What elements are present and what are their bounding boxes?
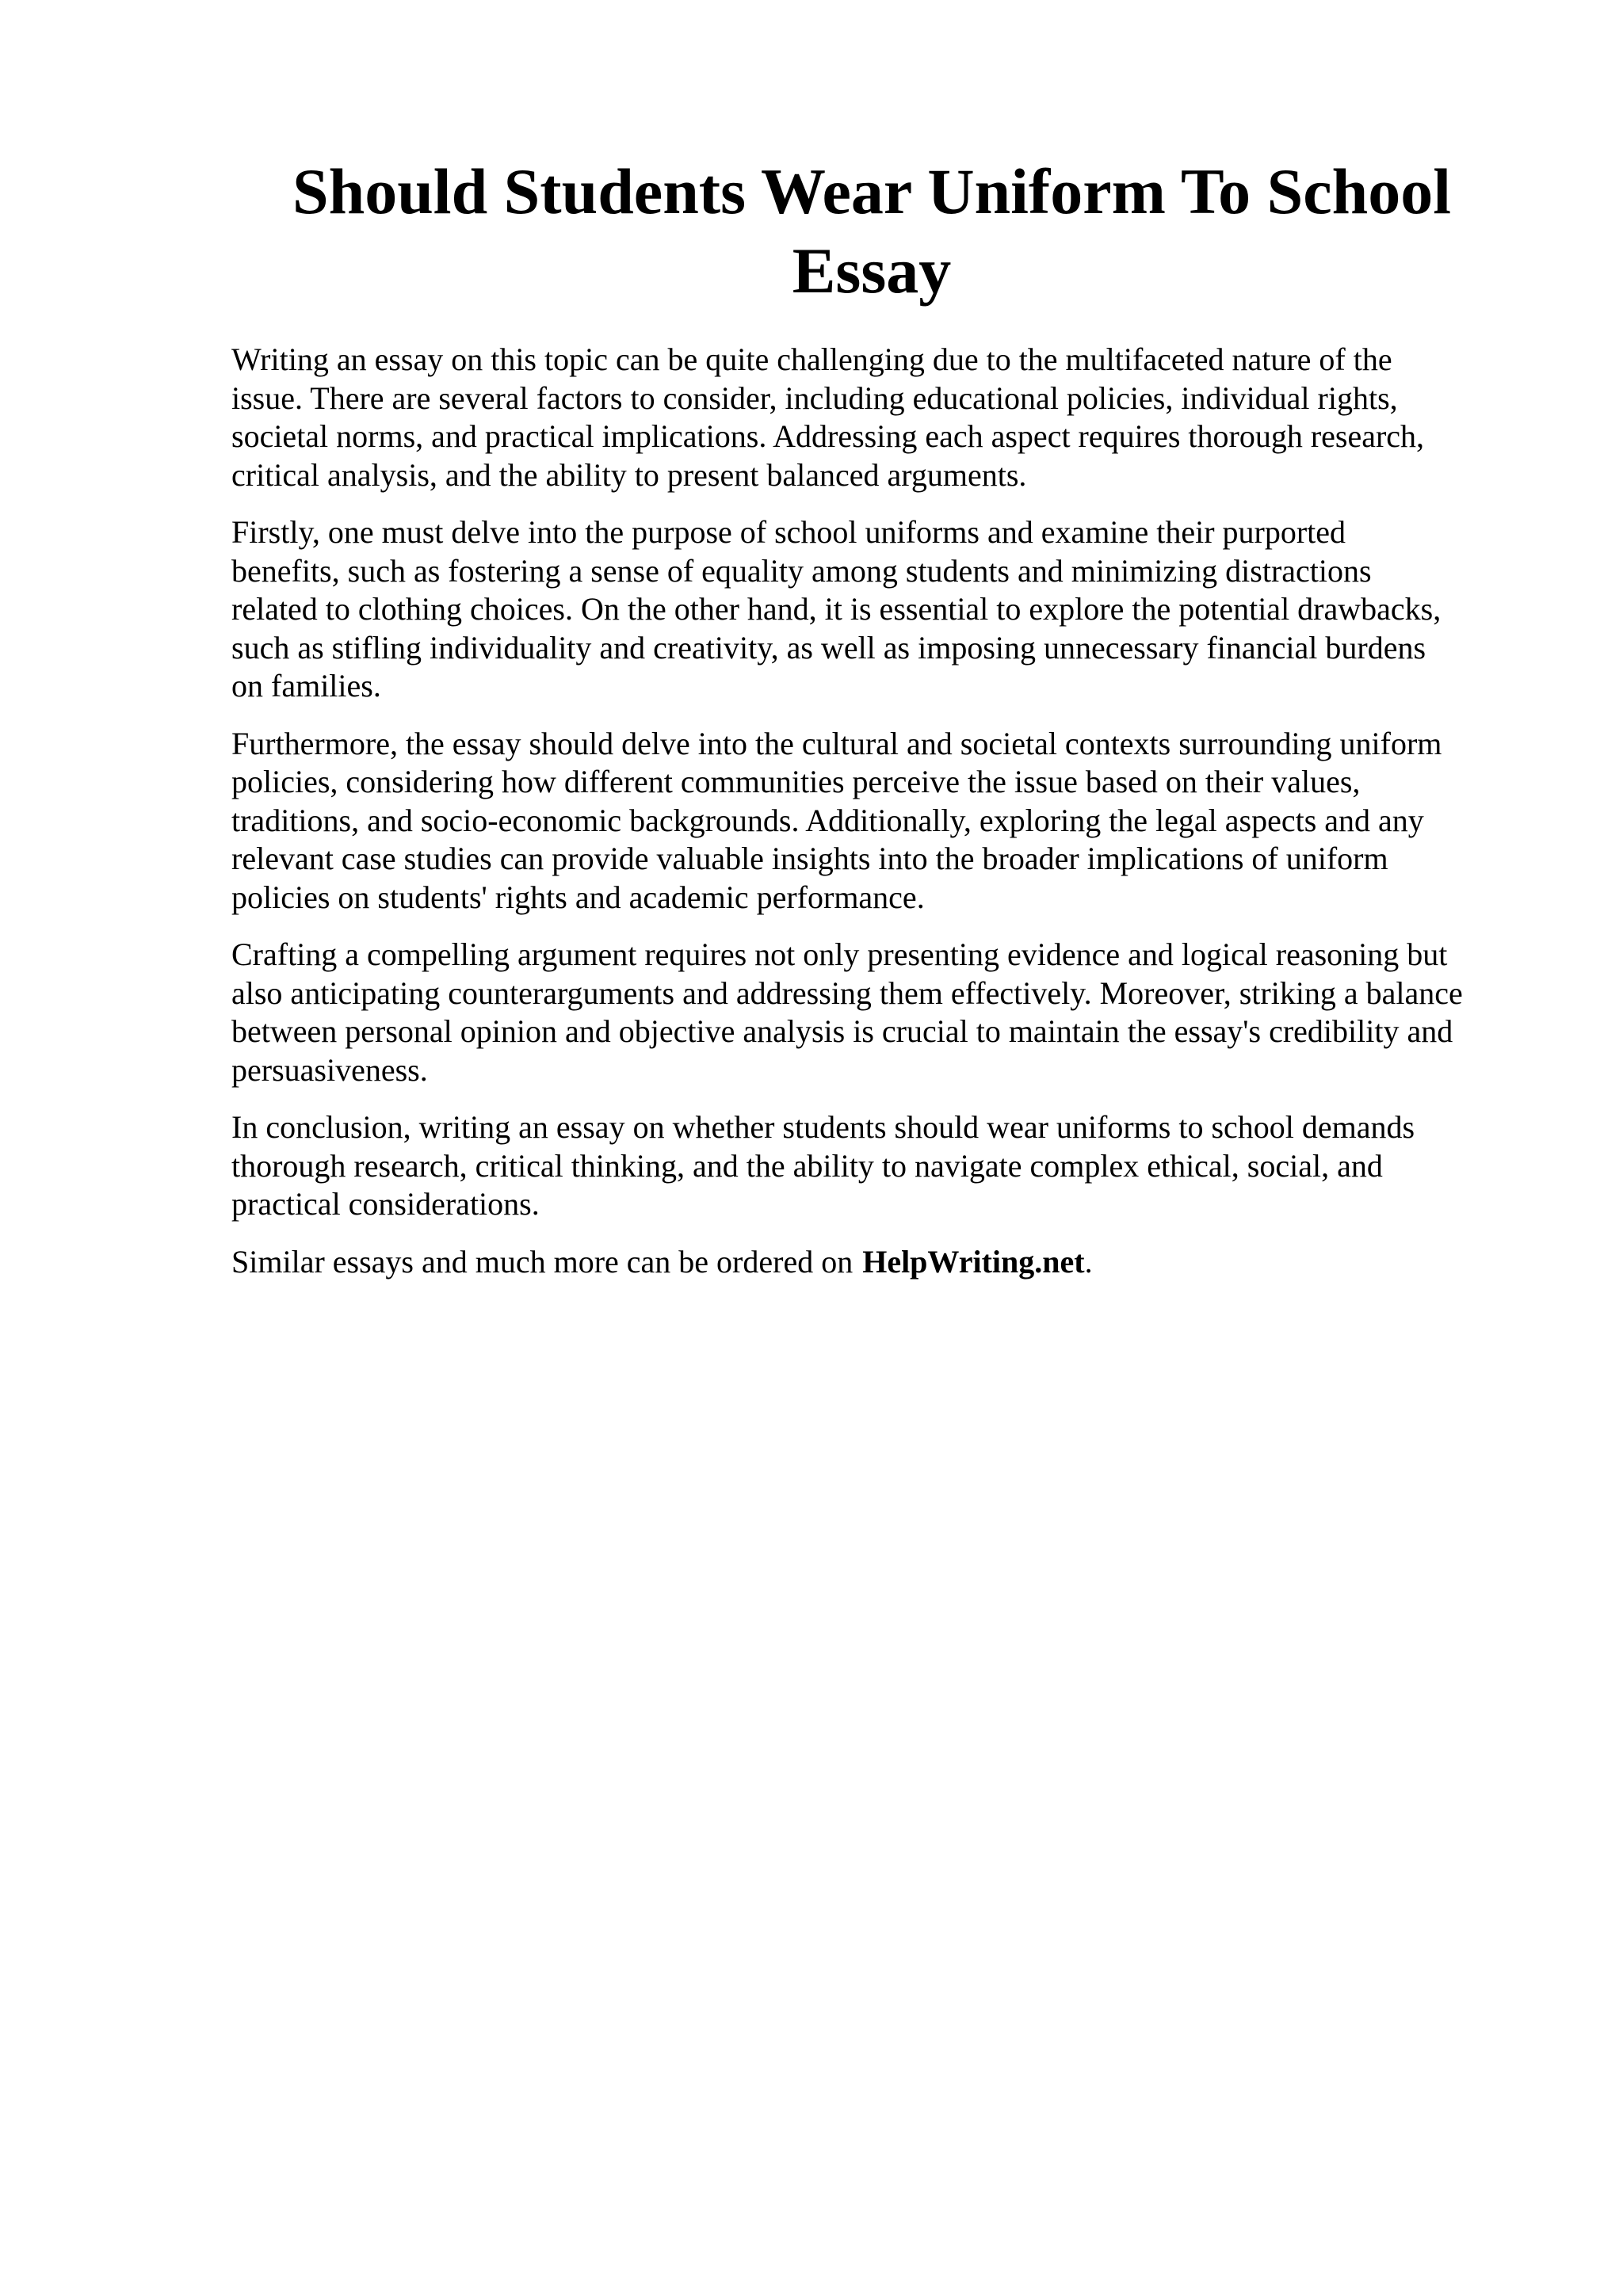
paragraph-2 (231, 513, 1531, 706)
paragraph-line: critical analysis, and the ability to present balanced arguments. (231, 456, 1027, 493)
paragraph-line: societal norms, and practical implications. Addressing each aspect requires thorough research, (231, 418, 1425, 454)
footer-period: . (1084, 1243, 1093, 1280)
paragraph-line: benefits, such as fostering a sense of equality among students and minimizing distractions (231, 552, 1372, 589)
paragraph-1 (231, 341, 1531, 494)
paragraph-line: In conclusion, writing an essay on whether students should wear uniforms to school demands (231, 1109, 1415, 1145)
paragraph-line: policies on students' rights and academic performance. (231, 879, 925, 915)
paragraph-line: related to clothing choices. On the other hand, it is essential to explore the potential drawbacks, (231, 591, 1442, 627)
essay-title (230, 152, 1514, 311)
paragraph-5 (231, 1108, 1531, 1224)
paragraph-line: issue. There are several factors to consider, including educational policies, individual rights, (231, 379, 1398, 416)
paragraph-line: policies, considering how different communities perceive the issue based on their values, (231, 764, 1361, 799)
paragraph-line: between personal opinion and objective analysis is crucial to maintain the essay's credibility and (231, 1013, 1453, 1049)
paragraph-line: Firstly, one must delve into the purpose of school uniforms and examine their purported (231, 514, 1346, 550)
footer-line (231, 1243, 1531, 1282)
paragraph-3 (231, 725, 1531, 917)
title-line-2: Essay (792, 235, 952, 307)
paragraph-line: traditions, and socio-economic backgrounds. Additionally, exploring the legal aspects and any (231, 802, 1424, 838)
essay-body (231, 341, 1531, 1300)
paragraph-line: persuasiveness. (231, 1051, 428, 1088)
paragraph-line: such as stifling individuality and creativity, as well as imposing unnecessary financial burdens (231, 629, 1426, 666)
title-line-1: Should Students Wear Uniform To School (292, 155, 1452, 227)
paragraph-line: Furthermore, the essay should delve into the cultural and societal contexts surrounding uniform (231, 725, 1442, 761)
paragraph-line: Crafting a compelling argument requires not only presenting evidence and logical reasoning but (231, 936, 1448, 972)
paragraph-line: practical considerations. (231, 1186, 540, 1222)
paragraph-line: thorough research, critical thinking, and the ability to navigate complex ethical, social, and (231, 1147, 1383, 1184)
paragraph-line: relevant case studies can provide valuable insights into the broader implications of uniform (231, 841, 1388, 876)
helpwriting-link[interactable]: HelpWriting.net (862, 1243, 1085, 1280)
paragraph-line: Writing an essay on this topic can be quite challenging due to the multifaceted nature of the (231, 341, 1392, 377)
paragraph-line: also anticipating counterarguments and addressing them effectively. Moreover, striking a balance (231, 974, 1463, 1011)
paragraph-4 (231, 936, 1531, 1089)
footer-text: Similar essays and much more can be ordered on (231, 1243, 854, 1280)
paragraph-line: on families. (231, 668, 381, 704)
